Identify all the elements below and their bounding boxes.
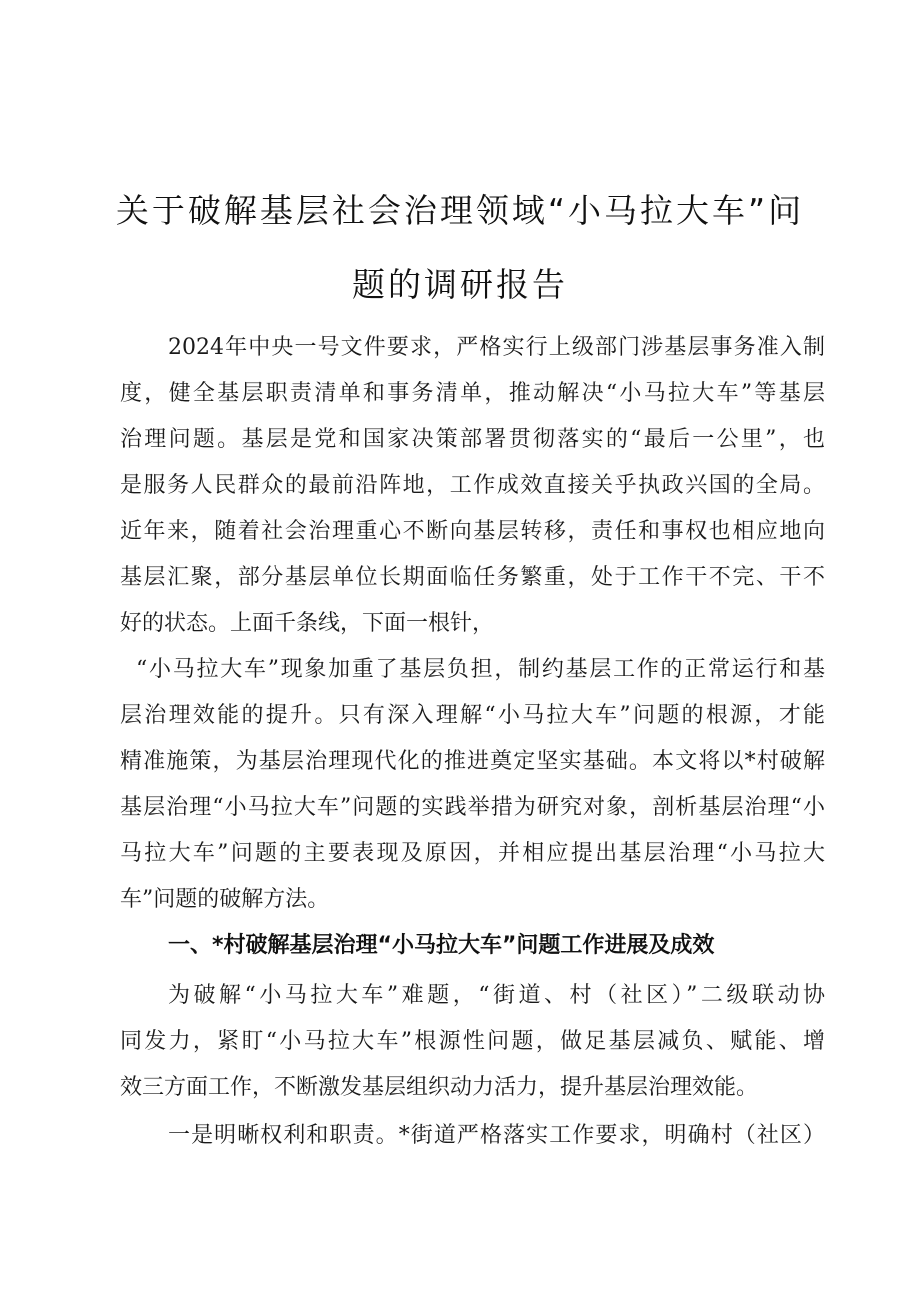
document-title-line-2: 题的调研报告 — [352, 265, 568, 304]
paragraph-line: 治理问题。基层是党和国家决策部署贯彻落实的“最后一公里”，也 — [120, 427, 825, 452]
paragraph-line: 同发力，紧盯“小马拉大车”根源性问题，做足基层减负、赋能、增 — [120, 1029, 825, 1054]
paragraph-line: 好的状态。上面千条线，下面一根针， — [120, 611, 495, 636]
document-title-line-1: 关于破解基层社会治理领域“小马拉大车”问 — [115, 191, 805, 230]
paragraph-line: 度，健全基层职责清单和事务清单，推动解决“小马拉大车”等基层 — [120, 381, 825, 406]
paragraph-line: 近年来，随着社会治理重心不断向基层转移，责任和事权也相应地向 — [120, 519, 825, 544]
section-heading-1: 一、*村破解基层治理“小马拉大车”问题工作进展及成效 — [168, 933, 715, 958]
paragraph-line: 层治理效能的提升。只有深入理解“小马拉大车”问题的根源，才能 — [120, 703, 825, 728]
paragraph-line: 基层治理“小马拉大车”问题的实践举措为研究对象，剖析基层治理“小 — [120, 795, 825, 820]
paragraph-line: 一是明晰权利和职责。*街道严格落实工作要求，明确村（社区） — [168, 1123, 825, 1148]
paragraph-line: 车”问题的破解方法。 — [120, 887, 330, 912]
paragraph-line: 基层汇聚，部分基层单位长期面临任务繁重，处于工作干不完、干不 — [120, 565, 825, 590]
paragraph-line: 效三方面工作，不断激发基层组织动力活力，提升基层治理效能。 — [120, 1075, 759, 1100]
paragraph-line: 为破解“小马拉大车”难题，“街道、村（社区）”二级联动协 — [168, 983, 825, 1008]
paragraph-line: 马拉大车”问题的主要表现及原因，并相应提出基层治理“小马拉大 — [120, 841, 825, 866]
paragraph-line: 2024年中央一号文件要求，严格实行上级部门涉基层事务准入制 — [168, 335, 825, 360]
paragraph-line: 精准施策，为基层治理现代化的推进奠定坚实基础。本文将以*村破解 — [120, 749, 825, 774]
paragraph-line: “小马拉大车”现象加重了基层负担，制约基层工作的正常运行和基 — [136, 657, 825, 682]
paragraph-line: 是服务人民群众的最前沿阵地，工作成效直接关乎执政兴国的全局。 — [120, 473, 825, 498]
